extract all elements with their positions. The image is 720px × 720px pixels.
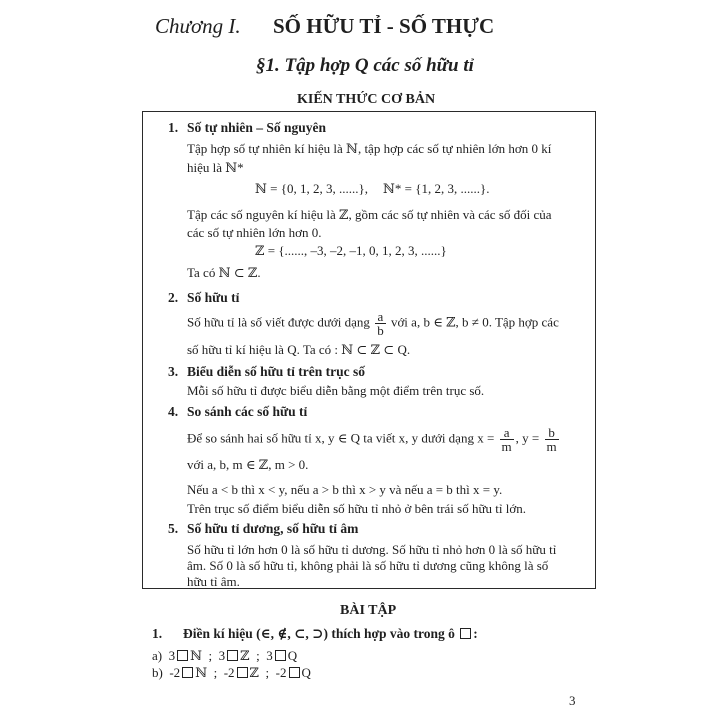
item-4-text-main: Để so sánh hai số hữu tỉ x, y ∈ Q ta viết x, y dưới dạng: [187, 430, 474, 446]
fraction-denominator: m: [546, 439, 557, 454]
item-3-number: 3.: [168, 364, 179, 379]
empty-box-icon: [460, 628, 471, 639]
item-4-text: Nếu a < b thì x < y, nếu a > b thì x > y và nếu a = b thì x = y.: [187, 482, 503, 497]
fraction-denominator: m: [501, 439, 512, 454]
exercise-row-b: [152, 665, 311, 681]
item-1-equation: ℤ = {......, –3, –2, –1, 0, 1, 2, 3, ......}: [255, 243, 447, 258]
row-set: Q: [287, 648, 298, 663]
row-set: ℕ: [190, 648, 202, 663]
item-1-text: các số tự nhiên lớn hơn 0.: [187, 225, 322, 240]
knowledge-heading: KIẾN THỨC CƠ BẢN: [297, 92, 436, 107]
item-1-equation: ℕ = {0, 1, 2, 3, ......},: [255, 181, 368, 196]
item-5-text: hữu tỉ âm.: [187, 574, 240, 589]
item-1-text: Tập các số nguyên kí hiệu là ℤ, gồm các số tự nhiên và các số đối của: [187, 207, 552, 222]
fraction-numerator: a: [500, 426, 514, 440]
item-4-text: [187, 426, 561, 453]
item-2-text-before: Số hữu tỉ là số viết được dưới dạng: [187, 314, 370, 330]
row-term: 3: [266, 648, 273, 663]
item-5-heading: [168, 521, 358, 537]
fraction-b-over-m: [545, 426, 559, 453]
exercise-1-text: [183, 626, 478, 642]
chapter-label: Chương I.: [155, 14, 241, 38]
exercise-row-a: [152, 648, 297, 664]
item-3-text: Mỗi số hữu tỉ được biểu diễn bằng một điểm trên trục số.: [187, 383, 485, 398]
row-separator: ;: [265, 665, 270, 680]
answer-box[interactable]: [177, 650, 188, 661]
item-2-number: 2.: [168, 290, 179, 305]
row-separator: ;: [213, 665, 218, 680]
answer-box[interactable]: [182, 667, 193, 678]
fraction-a-over-m: [500, 426, 514, 453]
item-2-text-after: với a, b ∈ ℤ, b ≠ 0. Tập hợp các: [390, 314, 559, 330]
section-title: §1. Tập hợp Q các số hữu tỉ: [256, 55, 474, 76]
item-1-text: Ta có ℕ ⊂ ℤ.: [187, 265, 261, 280]
item-4-heading: [168, 404, 307, 420]
y-equals: , y =: [515, 430, 540, 446]
item-1-title: Số tự nhiên – Số nguyên: [187, 120, 327, 135]
item-1-number: 1.: [168, 120, 179, 135]
fraction-denominator: b: [377, 323, 384, 338]
row-term: 3: [218, 648, 226, 663]
item-1-text: Tập hợp số tự nhiên kí hiệu là ℕ, tập hợp các số tự nhiên lớn hơn 0 kí: [187, 141, 552, 156]
item-1-heading: [168, 120, 326, 136]
fraction-numerator: b: [545, 426, 559, 440]
page-number: 3: [569, 693, 576, 708]
fraction-a-over-b: [375, 310, 386, 337]
item-2-text: [187, 310, 559, 337]
answer-box[interactable]: [275, 650, 286, 661]
row-label: a): [152, 648, 163, 663]
item-5-text: âm. Số 0 là số hữu tỉ, không phải là số hữu tỉ dương cũng không là số: [187, 558, 549, 573]
item-3-heading: [168, 364, 365, 380]
chapter-title: SỐ HỮU TỈ - SỐ THỰC: [273, 14, 495, 38]
exercise-1-instruction: Điền kí hiệu (∈, ∉, ⊂, ⊃) thích hợp vào trong ô: [183, 626, 455, 641]
row-label: b): [152, 665, 163, 680]
row-set: ℕ: [195, 665, 208, 680]
row-set: ℤ: [240, 648, 250, 663]
exercise-1-number: 1.: [152, 626, 163, 641]
item-5-text: Số hữu tỉ lớn hơn 0 là số hữu tỉ dương. Số hữu tỉ nhỏ hơn 0 là số hữu tỉ: [187, 542, 557, 557]
item-5-number: 5.: [168, 521, 179, 536]
item-1-equation: ℕ* = {1, 2, 3, ......}.: [383, 181, 490, 196]
row-term: 3: [168, 648, 176, 663]
item-3-title: Biểu diễn số hữu tỉ trên trục số: [187, 364, 365, 379]
item-4-text: Trên trục số điểm biểu diễn số hữu tỉ nhỏ ở bên trái số hữu tỉ lớn.: [187, 501, 526, 516]
exercises-heading: BÀI TẬP: [340, 603, 397, 618]
answer-box[interactable]: [227, 650, 238, 661]
item-2-heading: [168, 290, 239, 306]
item-4-text: với a, b, m ∈ ℤ, m > 0.: [187, 457, 309, 472]
row-set: ℤ: [249, 665, 260, 680]
row-term: -2: [169, 665, 181, 680]
answer-box[interactable]: [237, 667, 248, 678]
item-2-text: số hữu tỉ kí hiệu là Q. Ta có : ℕ ⊂ ℤ ⊂ Q.: [187, 342, 411, 357]
item-4-number: 4.: [168, 404, 179, 419]
row-term: -2: [223, 665, 235, 680]
row-separator: ;: [256, 648, 260, 663]
row-separator: ;: [208, 648, 213, 663]
item-4-title: So sánh các số hữu tỉ: [187, 404, 308, 419]
fraction-numerator: a: [375, 310, 386, 324]
answer-box[interactable]: [289, 667, 300, 678]
item-1-text: hiệu là ℕ*: [187, 160, 244, 175]
row-set: Q: [301, 665, 311, 680]
exercise-1-colon: :: [473, 626, 478, 641]
x-equals: x =: [477, 430, 495, 446]
item-2-title: Số hữu tỉ: [187, 290, 240, 305]
row-term: -2: [275, 665, 287, 680]
item-5-title: Số hữu tỉ dương, số hữu tỉ âm: [187, 521, 359, 536]
